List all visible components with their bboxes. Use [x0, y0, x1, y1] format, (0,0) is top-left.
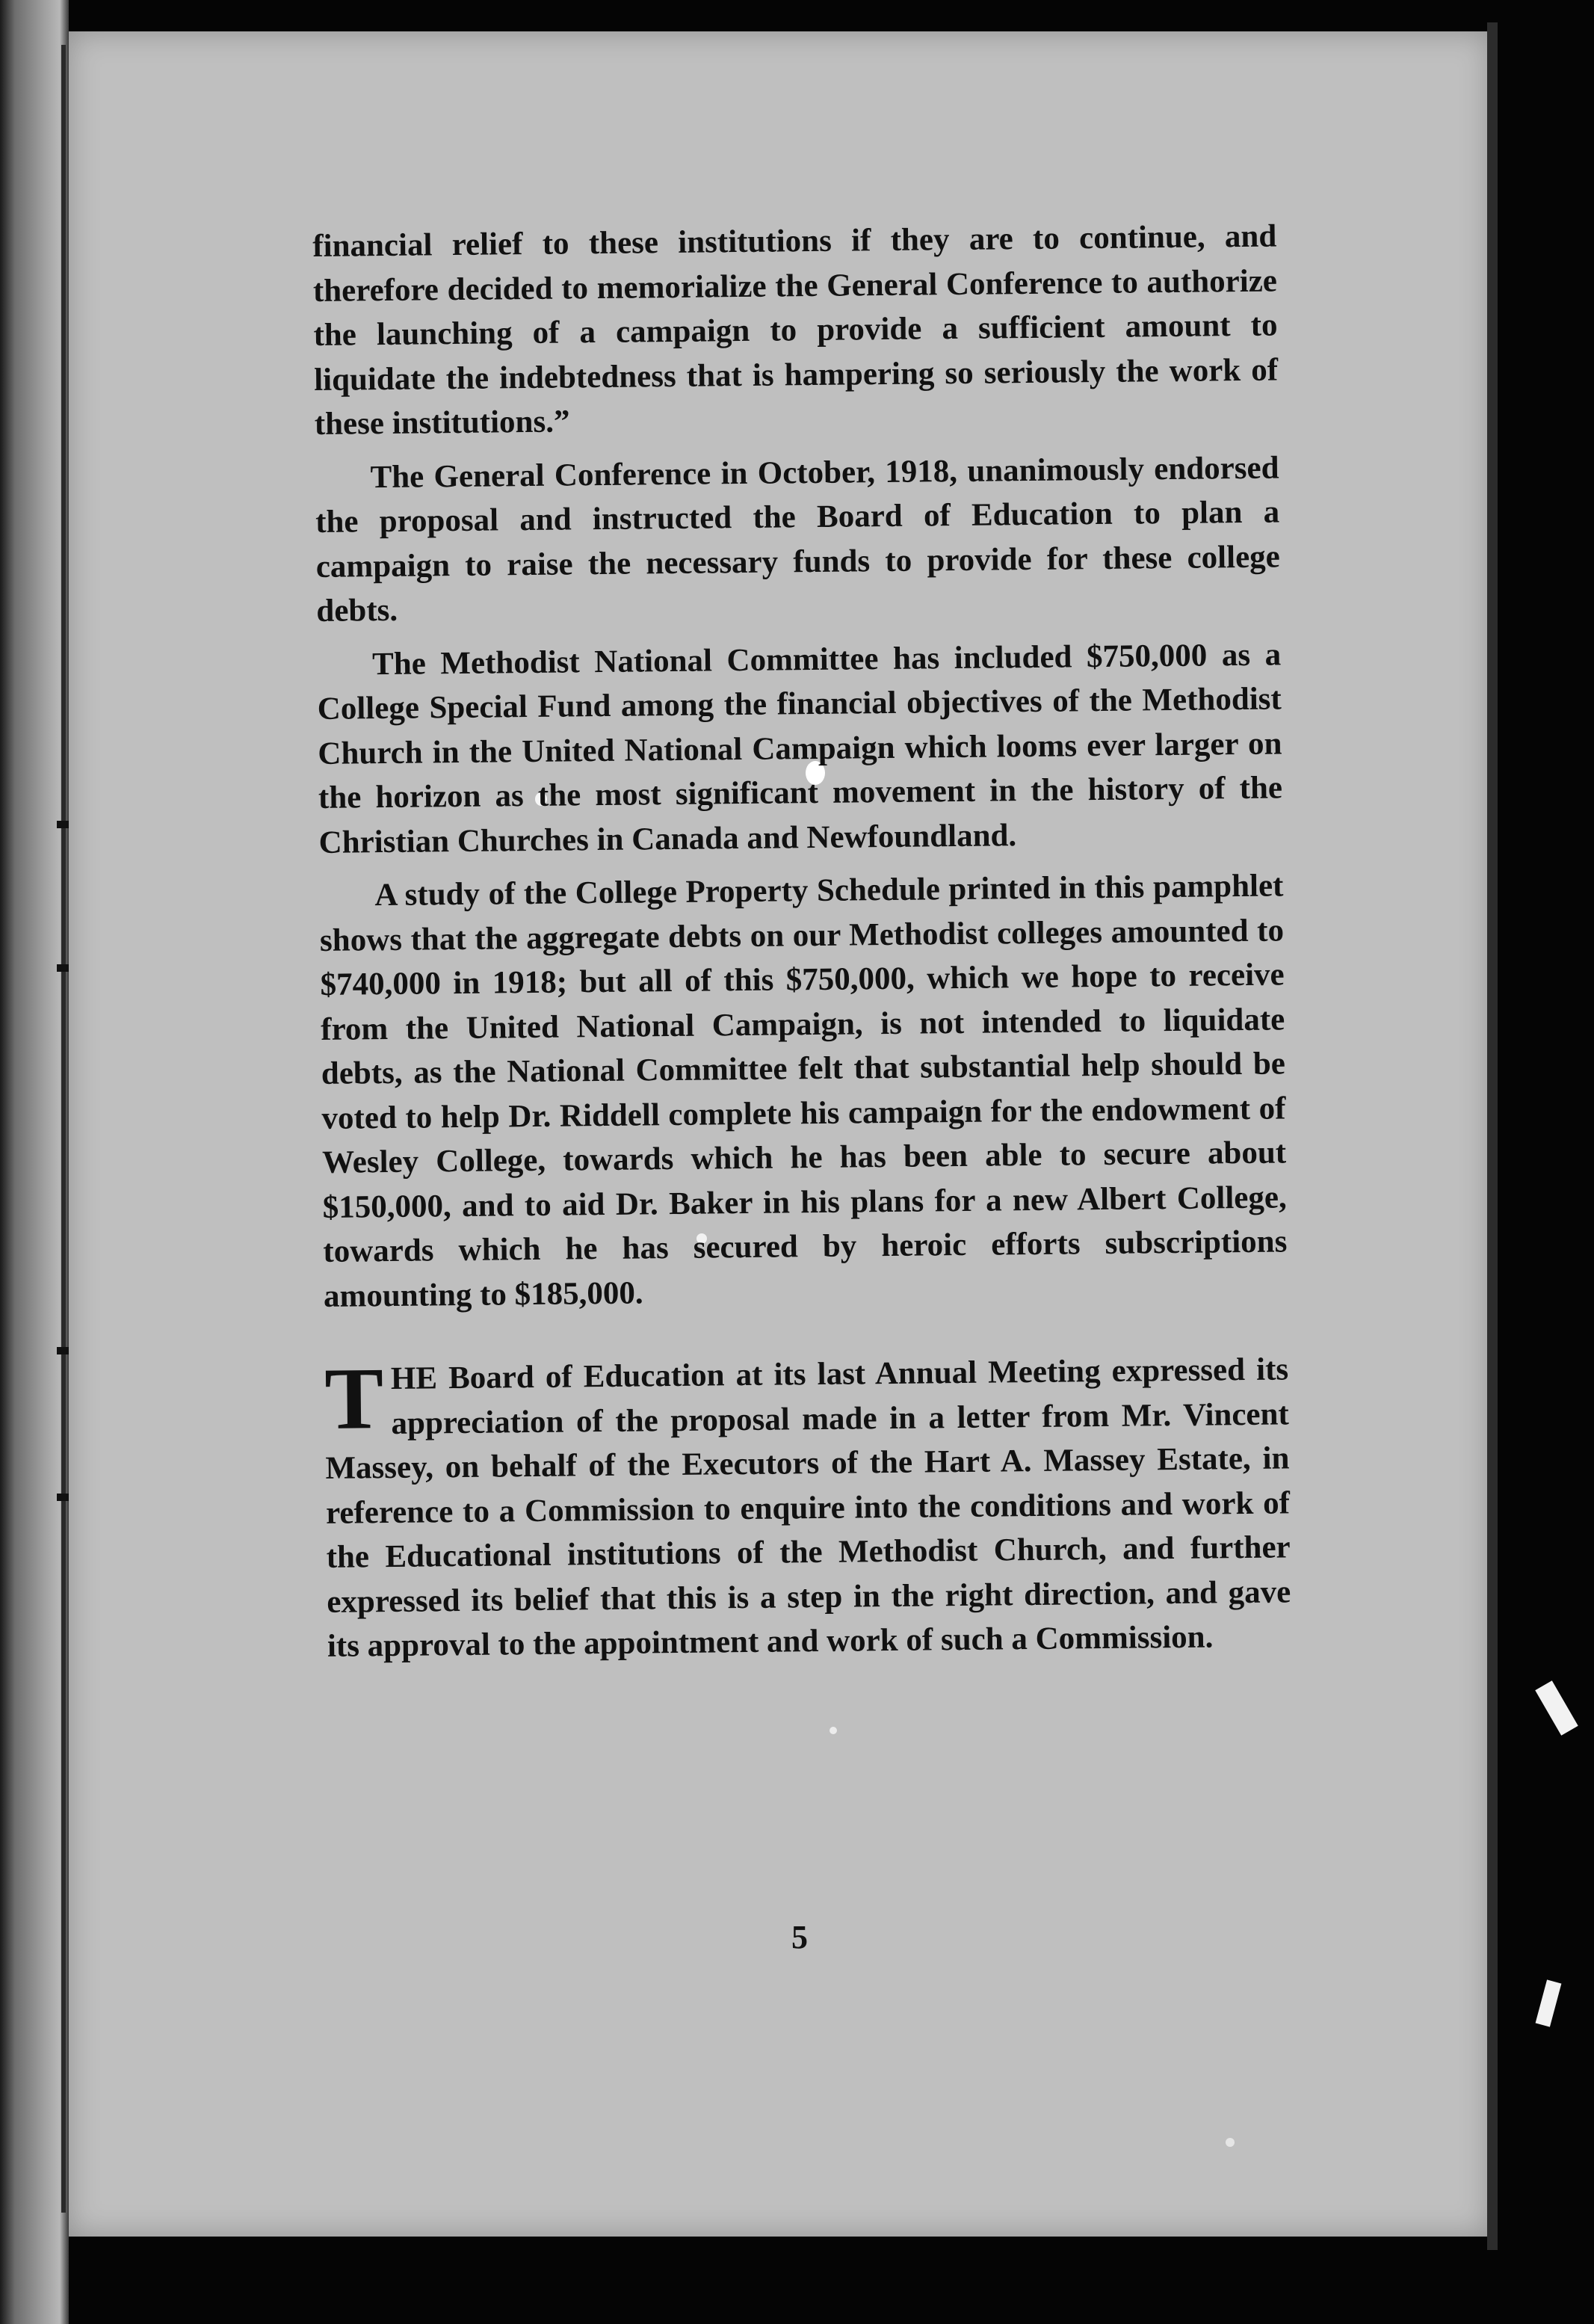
section-paragraph: HE Board of Education at its last Annual Meeting expressed its appreciation of the proposal made in a letter from Mr. Vincent Massey, on behalf of the Executors of the Hart A. Massey Estate, in reference to a Commission to enquire into the conditions and work of the Educational institutions of the Methodist Church, and further expressed its belief that this is a step in the right direction, and gave its approval to the appointment and work of such a Commission.: [325, 1351, 1291, 1664]
paragraph: The General Conference in October, 1918, unanimously endorsed the proposal and instructed the Board of Education to plan a campaign to raise the necessary funds to provide for these college debts.: [315, 449, 1280, 629]
body-text: [312, 214, 1291, 1668]
massey-commission-section: [324, 1347, 1291, 1668]
dust-speck: [1226, 2138, 1235, 2147]
sheet-edge-shadow: [1487, 22, 1498, 2250]
scan-artifact: [1536, 1979, 1562, 2026]
drop-cap: T: [324, 1349, 384, 1448]
dust-speck: [830, 1727, 837, 1734]
binding-strip: [0, 0, 69, 2324]
paragraph: The Methodist National Committee has included $750,000 as a College Special Fund among the financial objectives of the Methodist Church in the United National Campaign which looms ever larger on the horizon as the most significant movement in the history of the Christian Churches in Canada and Newfoundland.: [317, 636, 1283, 860]
binding-edge: [61, 45, 66, 2213]
paragraph: financial relief to these institutions if they are to continue, and therefore decided to memorialize the General Conference to authorize the launching of a campaign to provide a sufficient amount to liquidate the indebtedness that is hampering so seriously the work of these institutions.”: [312, 218, 1279, 442]
paragraph: A study of the College Property Schedule printed in this pamphlet shows that the aggregate debts on our Methodist colleges amounted to $740,000 in 1918; but all of this $750,000, which we hope to receive from the United National Campaign, is not intended to liquidate debts, as the National Committee felt that substantial help should be voted to help Dr. Riddell complete his campaign for the endowment of Wesley College, towards which he has been able to secure about $150,000, and to aid Dr. Baker in his plans for a new Albert College, towards which he has secured by heroic efforts subscriptions amounting to $185,000.: [319, 868, 1288, 1314]
scan-artifact: [1535, 1680, 1578, 1736]
page-number: 5: [791, 1919, 808, 1955]
